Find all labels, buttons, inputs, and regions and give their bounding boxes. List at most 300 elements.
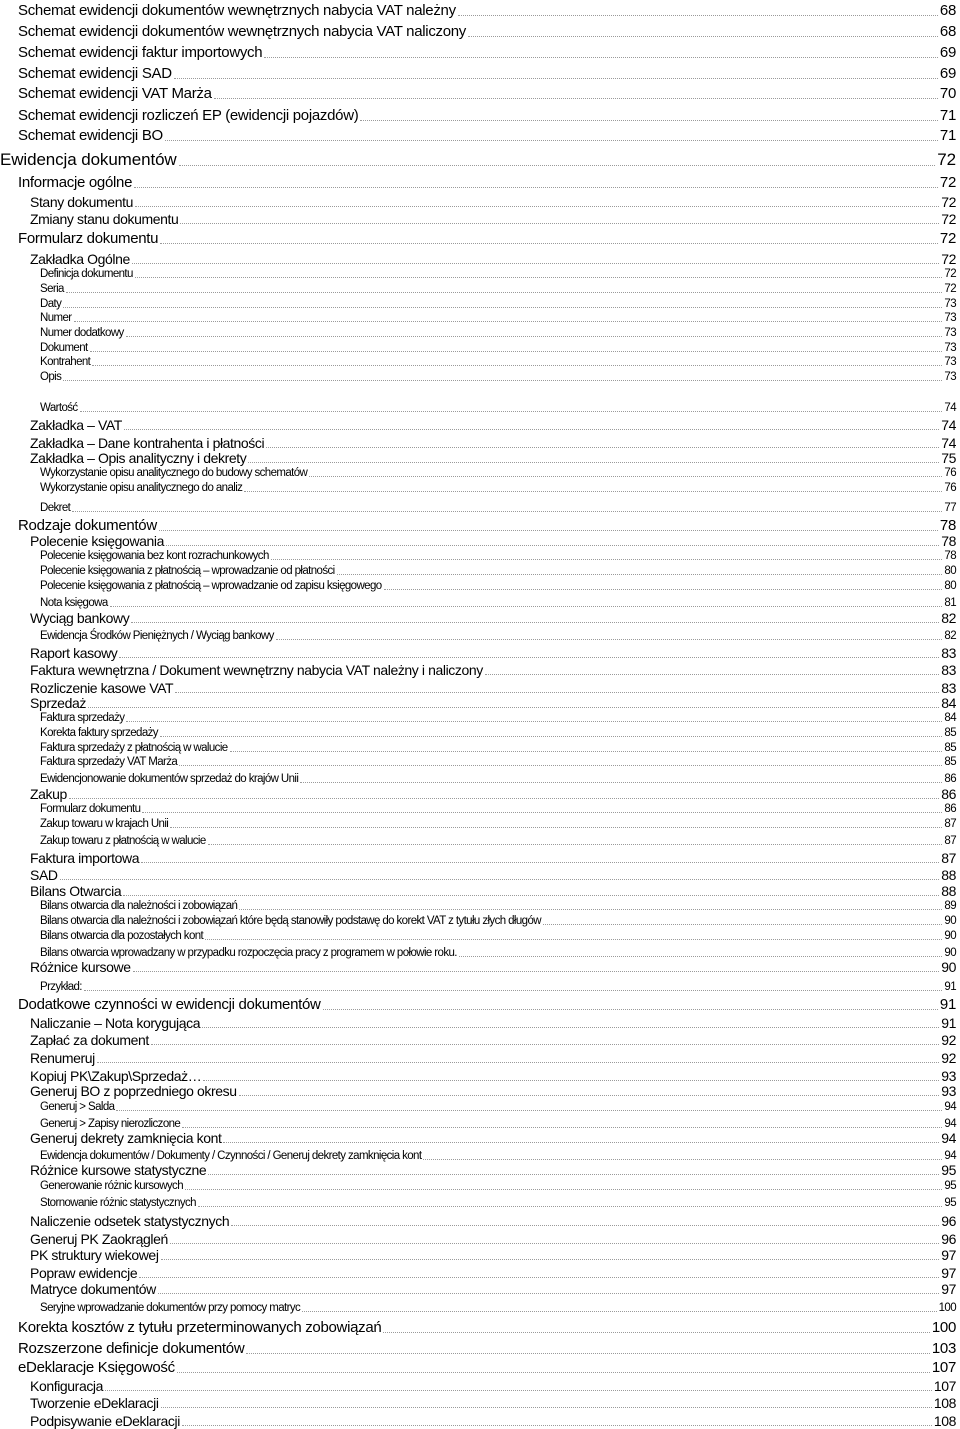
toc-entry-title: Dodatkowe czynności w ewidencji dokumentów [0,997,323,1012]
toc-entry[interactable] [0,191,960,209]
toc-entry-title: Podpisywanie eDeklaracji [0,1414,182,1428]
toc-entry[interactable] [0,146,960,168]
toc-entry-page-number: 75 [939,451,960,465]
toc-entry[interactable] [0,913,960,927]
toc-entry-page-number: 103 [930,1341,960,1356]
toc-entry[interactable] [0,1244,960,1262]
toc-entry[interactable] [0,754,960,768]
toc-entry-page-number: 85 [942,728,960,740]
toc-entry-title: Matryce dokumentów [0,1282,158,1296]
toc-leader-dots [248,462,939,463]
toc-entry-title: Rodzaje dokumentów [0,518,159,533]
toc-entry-page-number: 72 [935,151,960,168]
toc-leader-dots [116,1110,942,1111]
toc-entry-page-number: 80 [942,581,960,593]
toc-entry-page-number: 72 [939,212,960,226]
toc-leader-dots [198,1206,942,1207]
toc-entry-page-number: 73 [942,299,960,311]
toc-entry[interactable] [0,1392,960,1410]
toc-leader-dots [119,657,939,658]
toc-entry-title: Ewidencja dokumentów [0,150,177,169]
toc-entry[interactable] [0,414,960,432]
toc-leader-dots [180,223,939,224]
toc-entry-title: Zakładka – Dane kontrahenta i płatności [0,436,266,450]
toc-entry-title: Numer dodatkowy [0,328,126,340]
toc-entry-page-number: 72 [939,252,960,266]
toc-entry-page-number: 82 [939,611,960,625]
toc-entry-title: Schemat ewidencji SAD [0,66,174,81]
toc-entry-page-number: 81 [942,598,960,610]
toc-entry-title: Rozliczenie kasowe VAT [0,681,175,695]
toc-leader-dots [360,120,937,121]
toc-entry-page-number: 73 [942,343,960,355]
toc-entry[interactable] [0,1159,960,1177]
toc-entry-page-number: 95 [942,1181,960,1193]
toc-entry[interactable] [0,480,960,494]
toc-leader-dots [244,491,942,492]
toc-entry[interactable] [0,1278,960,1296]
toc-entry-page-number: 83 [939,681,960,695]
toc-leader-dots [69,798,939,799]
toc-entry[interactable] [0,1029,960,1047]
toc-entry-page-number: 90 [942,948,960,960]
toc-entry-page-number: 94 [942,1119,960,1131]
toc-entry[interactable] [0,1336,960,1356]
toc-entry[interactable] [0,725,960,739]
toc-leader-dots [177,1372,930,1373]
toc-leader-dots [230,751,943,752]
toc-entry[interactable] [0,248,960,266]
toc-entry-page-number: 94 [939,1131,960,1145]
toc-entry-page-number: 77 [942,503,960,515]
toc-entry-page-number: 76 [942,468,960,480]
toc-entry-title: Formularz dokumentu [0,804,142,816]
toc-entry-title: Naliczenie odsetek statystycznych [0,1214,231,1228]
toc-entry-page-number: 73 [942,372,960,384]
toc-entry-title: Nota księgowa [0,598,110,610]
toc-entry-page-number: 86 [939,787,960,801]
toc-leader-dots [74,321,943,322]
toc-entry-title: Definicja dokumentu [0,269,135,281]
toc-leader-dots [302,1311,936,1312]
toc-leader-dots [158,1293,939,1294]
toc-entry[interactable] [0,740,960,754]
toc-entry-title: Bilans otwarcia wprowadzany w przypadku rozpoczęcia pracy z programem w połowie roku. [0,948,459,960]
toc-leader-dots [458,15,938,16]
toc-leader-dots [124,429,939,430]
toc-entry-title: Polecenie księgowania [0,534,166,548]
toc-entry-title: Zakładka – Opis analityczny i dekrety [0,451,248,465]
toc-entry-page-number: 82 [942,631,960,643]
toc-leader-dots [126,721,942,722]
toc-entry-title: Renumeruj [0,1051,97,1065]
toc-entry-title: Dokument [0,343,90,355]
toc-entry-page-number: 72 [938,231,960,246]
toc-entry-title: Wyciąg bankowy [0,611,131,625]
toc-entry-page-number: 89 [942,901,960,913]
toc-entry[interactable] [0,0,960,18]
toc-entry-page-number: 70 [938,86,960,101]
toc-leader-dots [161,1407,932,1408]
toc-entry[interactable] [0,123,960,143]
toc-entry-title: Formularz dokumentu [0,231,160,246]
toc-entry-page-number: 93 [939,1069,960,1083]
toc-entry[interactable] [0,956,960,974]
toc-entry-page-number: 100 [937,1303,960,1315]
toc-leader-dots [185,1189,942,1190]
toc-entry-page-number: 76 [942,483,960,495]
toc-entry-page-number: 88 [939,868,960,882]
toc-entry-title: Kopiuj PK\Zakup\Sprzedaż… [0,1069,203,1083]
toc-entry-title: Ewidencja Środków Pieniężnych / Wyciąg bankowy [0,631,276,643]
toc-entry-title: Wartość [0,403,80,415]
toc-entry-title: Wykorzystanie opisu analitycznego do analiz [0,483,244,495]
toc-entry[interactable] [0,548,960,562]
toc-entry[interactable] [0,40,960,60]
toc-entry-title: Konfiguracja [0,1379,105,1393]
toc-leader-dots [208,1174,939,1175]
toc-entry[interactable] [0,1178,960,1192]
toc-entry[interactable] [0,692,960,710]
toc-entry-title: Faktura sprzedaży [0,713,126,725]
toc-leader-dots [309,476,942,477]
toc-leader-dots [276,639,943,640]
toc-entry[interactable] [0,1375,960,1393]
toc-leader-dots [123,895,939,896]
toc-entry-title: Kontrahent [0,357,92,369]
toc-leader-dots [151,1044,939,1045]
toc-entry-page-number: 92 [939,1033,960,1047]
toc-leader-dots [468,36,938,37]
toc-leader-dots [72,511,942,512]
toc-leader-dots [214,98,938,99]
toc-entry-page-number: 78 [939,534,960,548]
toc-entry[interactable] [0,369,960,383]
toc-entry-page-number: 95 [939,1163,960,1177]
toc-leader-dots [264,57,938,58]
toc-entry[interactable] [0,801,960,815]
toc-entry-title: Opis [0,372,63,384]
toc-entry-title: Zakup towaru w krajach Unii [0,819,170,831]
toc-entry[interactable] [0,400,960,414]
toc-entry-title: Naliczanie – Nota korygująca [0,1016,202,1030]
toc-entry[interactable] [0,170,960,190]
toc-leader-dots [543,924,942,925]
toc-entry-page-number: 97 [939,1266,960,1280]
toc-leader-dots [66,292,943,293]
toc-entry-page-number: 97 [939,1248,960,1262]
toc-entry-page-number: 72 [942,284,960,296]
toc-entry-page-number: 68 [938,24,960,39]
toc-entry-page-number: 72 [942,269,960,281]
toc-entry-title: Raport kasowy [0,646,119,660]
toc-leader-dots [246,1353,930,1354]
toc-entry-page-number: 69 [938,45,960,60]
toc-entry-title: Bilans otwarcia dla pozostałych kont [0,931,205,943]
toc-entry-title: Generowanie różnic kursowych [0,1181,185,1193]
toc-entry-page-number: 71 [938,128,960,143]
toc-entry-page-number: 91 [942,982,960,994]
toc-entry[interactable] [0,310,960,324]
toc-entry-title: Schemat ewidencji rozliczeń EP (ewidencji pojazdów) [0,108,360,123]
toc-leader-dots [141,862,939,863]
toc-entry-title: Schemat ewidencji VAT Marża [0,86,214,101]
toc-entry-title: Sprzedaż [0,696,88,710]
toc-entry[interactable] [0,500,960,514]
toc-leader-dots [231,1225,939,1226]
toc-entry-page-number: 87 [939,851,960,865]
toc-entry[interactable] [0,607,960,625]
toc-entry[interactable] [0,563,960,577]
toc-entry[interactable] [0,1300,960,1314]
toc-entry[interactable] [0,928,960,942]
toc-entry[interactable] [0,1195,960,1209]
toc-entry-title: Stany dokumentu [0,195,135,209]
toc-leader-dots [63,307,942,308]
toc-entry-page-number: 90 [939,960,960,974]
toc-entry-page-number: 90 [942,931,960,943]
toc-entry[interactable] [0,659,960,677]
toc-leader-dots [205,939,942,940]
toc-leader-dots [179,765,942,766]
toc-leader-dots [131,622,939,623]
toc-entry-page-number: 83 [939,663,960,677]
toc-entry-title: Daty [0,299,63,311]
toc-entry-title: Popraw ewidencje [0,1266,139,1280]
toc-entry-page-number: 86 [942,804,960,816]
toc-leader-dots [160,243,938,244]
toc-entry-title: Ewidencjonowanie dokumentów sprzedaż do krajów Unii [0,774,300,786]
toc-leader-dots [160,736,942,737]
toc-entry-title: Numer [0,313,74,325]
toc-entry-title: Generuj > Zapisy nierozliczone [0,1119,182,1131]
toc-entry[interactable] [0,447,960,465]
toc-entry-page-number: 74 [939,418,960,432]
toc-entry[interactable] [0,103,960,123]
toc-leader-dots [132,263,939,264]
toc-leader-dots [88,707,939,708]
toc-entry-page-number: 91 [939,1016,960,1030]
toc-entry-title: Generuj > Salda [0,1102,116,1114]
toc-leader-dots [337,574,943,575]
toc-entry-page-number: 96 [939,1232,960,1246]
toc-entry-page-number: 94 [942,1151,960,1163]
toc-entry-title: PK struktury wiekowej [0,1248,161,1262]
toc-entry-title: Zakup towaru z płatnością w walucie [0,836,208,848]
toc-leader-dots [202,1027,939,1028]
toc-entry-title: Korekta faktury sprzedaży [0,728,160,740]
toc-entry-page-number: 96 [939,1214,960,1228]
toc-entry[interactable] [0,1012,960,1030]
toc-entry[interactable] [0,208,960,226]
toc-leader-dots [485,674,939,675]
toc-entry-title: Polecenie księgowania z płatnością – wprowadzanie od zapisu księgowego [0,581,384,593]
toc-entry[interactable] [0,710,960,724]
toc-leader-dots [166,545,939,546]
toc-leader-dots [174,78,938,79]
toc-entry[interactable] [0,1355,960,1375]
toc-leader-dots [271,559,943,560]
toc-leader-dots [161,1259,940,1260]
toc-entry[interactable] [0,465,960,479]
toc-entry-page-number: 93 [939,1084,960,1098]
toc-leader-dots [90,351,943,352]
toc-entry-title: Faktura wewnętrzna / Dokument wewnętrzny nabycia VAT należny i naliczony [0,663,485,677]
toc-leader-dots [80,411,943,412]
toc-leader-dots [63,380,942,381]
toc-entry-title: Faktura sprzedaży VAT Marża [0,757,179,769]
toc-entry[interactable] [0,61,960,81]
toc-entry-title: Zakup [0,787,69,801]
toc-leader-dots [239,1095,940,1096]
toc-leader-dots [142,812,942,813]
toc-entry-page-number: 97 [939,1282,960,1296]
toc-entry-title: Zapłać za dokument [0,1033,151,1047]
toc-leader-dots [383,1332,929,1333]
toc-entry[interactable] [0,898,960,912]
toc-entry-title: Rozszerzone definicje dokumentów [0,1341,246,1356]
toc-entry-page-number: 78 [938,518,960,533]
toc-entry-page-number: 73 [942,313,960,325]
toc-entry[interactable] [0,354,960,368]
toc-entry[interactable] [0,340,960,354]
toc-entry-page-number: 80 [942,566,960,578]
toc-entry[interactable] [0,1410,960,1428]
toc-entry-title: eDeklaracje Księgowość [0,1360,177,1375]
toc-entry-page-number: 88 [939,884,960,898]
toc-entry[interactable] [0,578,960,592]
toc-entry-title: Bilans otwarcia dla należności i zobowiązań [0,901,239,913]
toc-entry-title: Korekta kosztów z tytułu przeterminowanych zobowiązań [0,1320,383,1335]
toc-entry-title: Faktura importowa [0,851,141,865]
toc-entry-title: Polecenie księgowania z płatnością – wprowadzanie od płatności [0,566,337,578]
toc-entry-page-number: 74 [942,403,960,415]
toc-leader-dots [134,187,938,188]
toc-entry-title: Różnice kursowe [0,960,133,974]
toc-entry[interactable] [0,1080,960,1098]
toc-leader-dots [135,277,943,278]
toc-entry-page-number: 71 [938,108,960,123]
toc-entry-title: Polecenie księgowania bez kont rozrachunkowych [0,551,271,563]
toc-entry-title: Bilans otwarcia dla należności i zobowiązań które będą stanowiły podstawę do korekt VAT z tytułu złych długów [0,916,543,928]
toc-leader-dots [182,1425,932,1426]
toc-entry-page-number: 92 [939,1051,960,1065]
toc-entry-page-number: 73 [942,357,960,369]
toc-entry[interactable] [0,81,960,101]
toc-entry-title: Generuj PK Zaokrągleń [0,1232,170,1246]
toc-entry-page-number: 72 [939,195,960,209]
toc-entry[interactable] [0,833,960,847]
toc-leader-dots [133,971,940,972]
toc-entry-page-number: 85 [942,757,960,769]
toc-entry[interactable] [0,281,960,295]
toc-leader-dots [84,990,943,991]
toc-entry[interactable] [0,530,960,548]
toc-entry[interactable] [0,325,960,339]
toc-leader-dots [170,827,942,828]
toc-entry-page-number: 78 [942,551,960,563]
toc-entry-title: Różnice kursowe statystyczne [0,1163,208,1177]
toc-entry-page-number: 83 [939,646,960,660]
toc-leader-dots [384,589,943,590]
toc-entry[interactable] [0,19,960,39]
toc-entry[interactable] [0,992,960,1012]
toc-entry-title: Bilans Otwarcia [0,884,123,898]
toc-entry-title: Zakładka Ogólne [0,252,132,266]
toc-entry-page-number: 84 [942,713,960,725]
toc-entry-title: Wykorzystanie opisu analitycznego do budowy schematów [0,468,309,480]
toc-entry-page-number: 91 [938,997,960,1012]
toc-entry-page-number: 73 [942,328,960,340]
toc-entry[interactable] [0,226,960,246]
toc-entry-page-number: 84 [939,696,960,710]
toc-leader-dots [92,365,942,366]
toc-entry-page-number: 107 [930,1360,960,1375]
toc-entry[interactable] [0,783,960,801]
toc-leader-dots [97,1062,939,1063]
toc-leader-dots [179,165,936,166]
toc-entry[interactable] [0,642,960,660]
toc-entry-page-number: 72 [938,175,960,190]
toc-leader-dots [135,206,939,207]
toc-entry-page-number: 90 [942,916,960,928]
toc-entry[interactable] [0,1047,960,1065]
toc-entry-title: Przykład: [0,982,84,994]
toc-entry-page-number: 100 [930,1320,960,1335]
toc-entry-title: Stornowanie różnic statystycznych [0,1198,198,1210]
toc-entry[interactable] [0,1315,960,1335]
toc-entry-page-number: 94 [942,1102,960,1114]
toc-entry-page-number: 69 [938,66,960,81]
toc-leader-dots [165,140,938,141]
toc-entry[interactable] [0,847,960,865]
toc-entry-page-number: 95 [942,1198,960,1210]
toc-entry[interactable] [0,1099,960,1113]
toc-entry[interactable] [0,1127,960,1145]
toc-entry-page-number: 107 [932,1379,960,1393]
toc-entry-page-number: 86 [942,774,960,786]
toc-entry-title: Seria [0,284,66,296]
toc-entry-page-number: 108 [932,1414,960,1428]
toc-entry-page-number: 87 [942,819,960,831]
toc-entry-title: Schemat ewidencji dokumentów wewnętrznych nabycia VAT naliczony [0,24,468,39]
toc-entry[interactable] [0,979,960,993]
toc-entry-title: Schemat ewidencji BO [0,128,165,143]
toc-entry-title: Informacje ogólne [0,175,134,190]
toc-entry-title: Seryjne wprowadzanie dokumentów przy pomocy matryc [0,1303,302,1315]
toc-leader-dots [239,909,942,910]
toc-entry[interactable] [0,628,960,642]
toc-entry[interactable] [0,1210,960,1228]
toc-leader-dots [323,1009,938,1010]
toc-leader-dots [208,844,943,845]
toc-entry-page-number: 68 [938,3,960,18]
toc-entry-title: Zakładka – VAT [0,418,124,432]
toc-entry[interactable] [0,296,960,310]
toc-leader-dots [105,1390,932,1391]
toc-entry[interactable] [0,266,960,280]
toc-entry-title: Generuj BO z poprzedniego okresu [0,1084,239,1098]
toc-entry[interactable] [0,880,960,898]
toc-entry-title: Schemat ewidencji faktur importowych [0,45,264,60]
toc-entry[interactable] [0,816,960,830]
toc-leader-dots [223,1142,939,1143]
toc-entry-page-number: 74 [939,436,960,450]
toc-entry-title: Zmiany stanu dokumentu [0,212,180,226]
toc-entry-title: Dekret [0,503,72,515]
toc-entry-page-number: 87 [942,836,960,848]
toc-leader-dots [126,336,943,337]
